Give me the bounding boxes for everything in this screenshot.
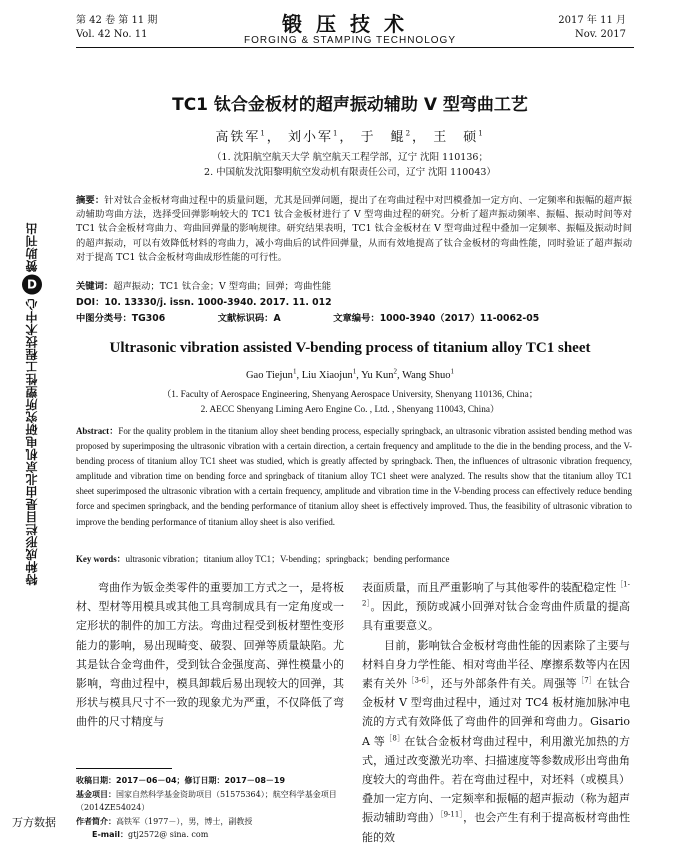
affiliation-en-1: （1. Faculty of Aerospace Engineering, Shenyang Aerospace University, Shenyang 110136, China； bbox=[161, 390, 538, 400]
watermark: 万方数据 bbox=[12, 816, 56, 829]
date-en: Nov. 2017 bbox=[574, 29, 626, 40]
abstract-en-label: Abstract： bbox=[76, 426, 119, 436]
body-paragraph: 表面质量，而且严重影响了与其他零件的装配稳定性$^{[1-2]}$。因此，预防或减小回弹对钛合金弯曲件质量的提高具有重要意义。 bbox=[362, 580, 630, 633]
affiliation-cn-2: 2. 中国航发沈阳黎明航空发动机有限责任公司，辽宁 沈阳 110043） bbox=[204, 167, 496, 178]
author-cn: 刘小军$^1$ bbox=[287, 129, 340, 145]
abstract-en bbox=[76, 424, 632, 530]
title-en: Ultrasonic vibration assisted V-bending process of titanium alloy TC1 sheet bbox=[109, 340, 591, 356]
author-cn: 于 鲲$^2$ bbox=[360, 129, 413, 145]
author-email: E-mail：gtj2572@ sina. com bbox=[92, 830, 209, 839]
issue-info-right bbox=[558, 14, 626, 42]
abstract-en-text: For the quality problem in the titanium alloy sheet bending process, especially springback, an ultrasonic vibration assisted bending method was proposed by superimposing the ultrasonic vibration with a certain direction, a certain frequency and amplitude to the die in the bending process, and the V-bending process of titanium alloy TC1 sheet was studied, which is greatly affected by springback. Then, the influences of ultrasonic vibration frequency, amplitude and vibration time on bending force and springback of titanium alloy TC1 sheet were analyzed. The results show that the titanium alloy TC1 sheet superimposed the ultrasonic vibration with a certain frequency, amplitude and vibration time in the V-bending process can effectively reduce bending force and specimen springback, and the bending performance of titanium alloy sheet is effectively improved. Thus, the feasibility of ultrasonic vibration to improve the bending performance of titanium alloy sheet is also verified. bbox=[76, 426, 632, 527]
body-paragraph: 目前，影响钛合金板材弯曲性能的因素除了主要与材料自身力学性能、相对弯曲半径、摩擦系数等内在因素有关外$^{[3-6]}$，还与外部条件有关。周强等$^{[7]}$在钛合金板材 V 型弯曲过程中，通过对 TC4 板材施加脉冲电流的方式有效降低了弯曲件的回弹和弯曲力。Gisario A 等$^{[8]}$在钛合金板材弯曲过程中，利用激光加热的方式，通过改变激光功率、扫描速度等参数成形出弯曲角度较大的弯曲件。若在弯曲过程中，对坯料（或模具）叠加一定方向、一定频率和振幅的超声振动（称为超声振动辅助弯曲）$^{[9-11]}$，也会产生有利于提高板材弯曲性能的效 bbox=[362, 638, 630, 844]
author-en: Yu Kun$^2$ bbox=[361, 367, 397, 381]
fund-info: 基金项目：国家自然科学基金资助项目（51575364）；航空科学基金项目（2014ZE54024） bbox=[76, 789, 337, 812]
sponsor-text-top: 特种成形栏目是由北京机电研究所塑性工程技术中心 bbox=[25, 298, 39, 586]
title-cn: TC1 钛合金板材的超声振动辅助 V 型弯曲工艺 bbox=[172, 95, 528, 115]
author-en: Gao Tiejun$^1$ bbox=[245, 367, 297, 381]
header-rule bbox=[76, 47, 634, 48]
keywords-cn: 关键词：超声振动；TC1 钛合金；V 型弯曲；回弹；弯曲性能 bbox=[76, 281, 331, 292]
received-date: 收稿日期：2017－06－04；修订日期：2017－08－19 bbox=[76, 776, 286, 785]
journal-name-cn: 锻压技术 bbox=[282, 12, 418, 36]
authors-en: Gao Tiejun$^1$, Liu Xiaojun$^1$, Yu Kun$^2$, Wang Shuo$^1$ bbox=[245, 367, 455, 381]
sponsor-sidebar bbox=[22, 222, 52, 592]
sponsor-text-bottom: 赞助刊出 bbox=[25, 222, 39, 272]
author-en: Wang Shuo$^1$ bbox=[402, 367, 455, 381]
affiliation-cn-1: （1. 沈阳航空航天大学 航空航天工程学部，辽宁 沈阳 110136； bbox=[212, 152, 488, 163]
body-paragraph: 弯曲作为钣金类零件的重要加工方式之一，是将板材、型材等用模具或其他工具弯制成具有一定角度或一定形状的制件的加工方法。弯曲过程受到板材塑性变形能力的影响，易出现畸变、破裂、回弹等质量缺陷。尤其是钛合金弯曲件，受到钛合金强度高、弹性模量小的影响，弯曲过程中，模具卸载后易出现较大的回弹，其形状与模具尺寸不一致的现象尤为严重，不仅降低了弯曲件的尺寸精度与 bbox=[76, 581, 344, 729]
affiliation-en-2: 2. AECC Shenyang Liming Aero Engine Co. , Ltd. , Shenyang 110043, China） bbox=[200, 405, 500, 415]
journal-name-en: FORGING & STAMPING TECHNOLOGY bbox=[244, 35, 456, 46]
classification-line: 中图分类号：TG306 文献标识码：A 文章编号：1000-3940（2017）11-0062-05 bbox=[76, 313, 540, 324]
author-en: Liu Xiaojun$^1$ bbox=[301, 367, 357, 381]
doi-line: DOI：10. 13330/j. issn. 1000-3940. 2017. 11. 012 bbox=[76, 297, 332, 308]
author-cn: 王 硕$^1$ bbox=[433, 129, 485, 145]
author-bio: 作者简介：高铁军（1977－），男，博士，副教授 bbox=[76, 816, 253, 826]
abstract-cn bbox=[76, 194, 632, 265]
body-column-left bbox=[76, 578, 344, 732]
abstract-cn-label: 摘要： bbox=[76, 195, 105, 206]
authors-cn: 高铁军$^1$， 刘小军$^1$， 于 鲲$^2$， 王 硕$^1$ bbox=[215, 129, 485, 145]
footnote-rule bbox=[76, 768, 172, 769]
volume-en: Vol. 42 No. 11 bbox=[76, 29, 148, 40]
keywords-en: Key words：ultrasonic vibration；titanium alloy TC1；V-bending；springback；bending performance bbox=[76, 554, 450, 564]
body-column-right bbox=[362, 578, 630, 847]
sponsor-logo-icon: D bbox=[22, 275, 42, 295]
abstract-cn-text: 针对钛合金板材弯曲过程中的质量问题，尤其是回弹问题，提出了在弯曲过程中对凹模叠加一定方向、一定频率和振幅的超声振动辅助弯曲方法，选择受回弹影响较大的 TC1 钛合金板材进行了 V 型弯曲过程的研究。分析了超声振动频率、振幅、振动时间等对 TC1 钛合金板材弯曲力、弯曲回弹量的影响规律。研究结果表明，TC1 钛合金板材在 V 型弯曲过程中叠加一定频率、振幅及振动时间的超声振动，可以有效降低材料的弯曲力，减小弯曲后的试件回弹量，从而有效地提高了钛合金板材的弯曲性能，同时验证了超声振动对于提高 TC1 钛合金板材弯曲成形性能的可行性。 bbox=[76, 195, 632, 263]
volume-cn: 第 42 卷 第 11 期 bbox=[76, 15, 158, 26]
date-cn: 2017 年 11 月 bbox=[558, 15, 626, 26]
author-cn: 高铁军$^1$ bbox=[215, 129, 267, 145]
footnote bbox=[76, 774, 344, 842]
